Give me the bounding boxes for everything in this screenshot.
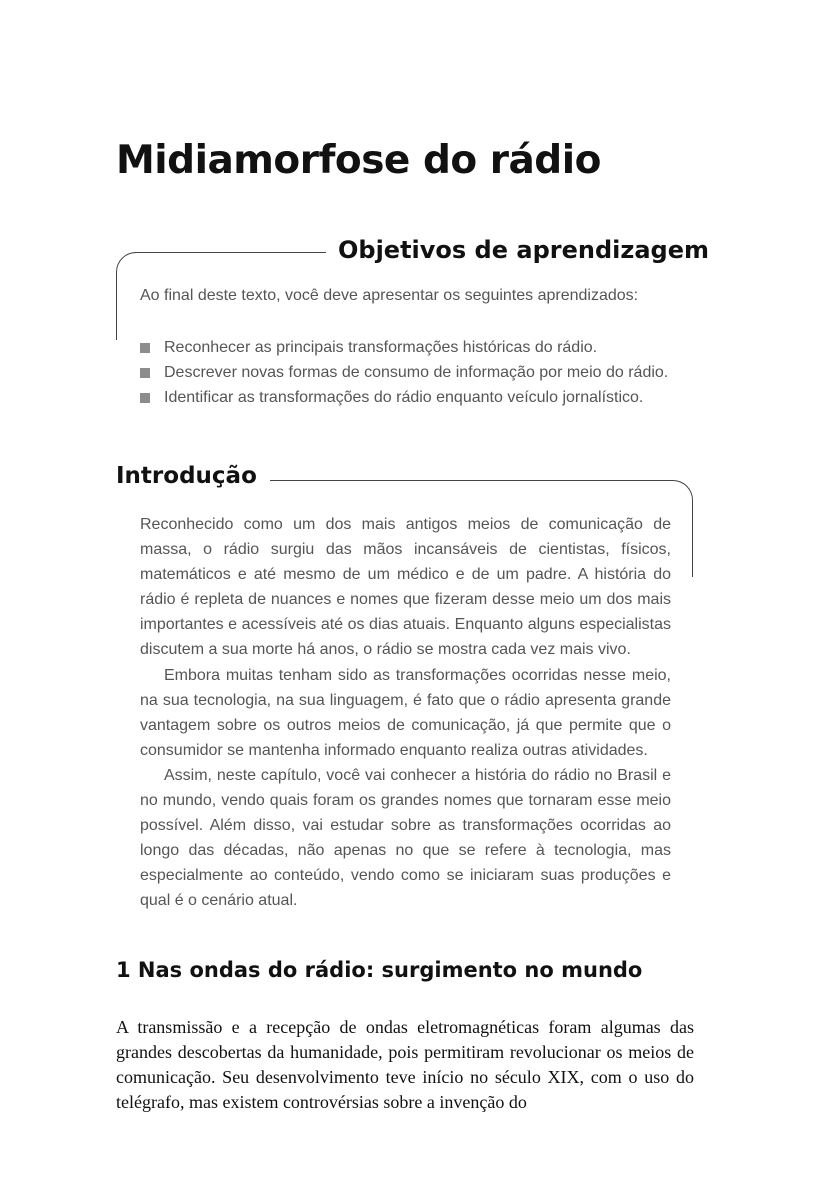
objective-item: [140, 335, 668, 360]
introduction-paragraph: Reconhecido como um dos mais antigos meios de comunicação de massa, o rádio surgiu das mãos incansáveis de cientistas, físicos, matemáticos e até mesmo de um médico e de um padre. A história do rádio é repleta de nuances e nomes que fizeram desse meio um dos mais importantes e acessíveis até os dias atuais. Enquanto alguns especialistas discutem a sua morte há anos, o rádio se mostra cada vez mais vivo.: [140, 516, 671, 659]
introduction-frame-top: [270, 480, 670, 481]
objectives-heading: Objetivos de aprendizagem: [338, 236, 709, 264]
section-body-paragraph: A transmissão e a recepção de ondas eletromagnéticas foram algumas das grandes descobertas da humanidade, pois permitiram revolucionar os meios de comunicação. Seu desenvolvimento teve início no século XIX, com o uso do telégrafo, mas existem controvérsias sobre a invenção do: [116, 1017, 694, 1112]
introduction-frame-corner: [668, 480, 693, 503]
objectives-frame-left: [116, 272, 117, 340]
introduction-heading: Introdução: [116, 463, 257, 489]
square-bullet-icon: [140, 343, 150, 353]
objectives-intro: Ao final deste texto, você deve apresentar os seguintes aprendizados:: [140, 287, 639, 304]
introduction-frame-right: [692, 500, 693, 577]
page-title: Midiamorfose do rádio: [116, 138, 601, 183]
objective-item: [140, 360, 668, 385]
objective-text: Descrever novas formas de consumo de informação por meio do rádio.: [164, 364, 669, 381]
introduction-body: [140, 512, 671, 914]
objectives-frame-corner: [116, 252, 139, 275]
square-bullet-icon: [140, 393, 150, 403]
objective-text: Identificar as transformações do rádio enquanto veículo jornalístico.: [164, 389, 644, 406]
section-heading: 1 Nas ondas do rádio: surgimento no mundo: [116, 958, 643, 982]
objective-text: Reconhecer as principais transformações históricas do rádio.: [164, 339, 598, 356]
objective-item: [140, 385, 668, 410]
square-bullet-icon: [140, 368, 150, 378]
introduction-paragraph: Embora muitas tenham sido as transformações ocorridas nesse meio, na sua tecnologia, na sua linguagem, é fato que o rádio apresenta grande vantagem sobre os outros meios de comunicação, já que permite que o consumidor se mantenha informado enquanto realiza outras atividades.: [140, 666, 671, 759]
introduction-paragraph: Assim, neste capítulo, você vai conhecer a história do rádio no Brasil e no mundo, vendo quais foram os grandes nomes que tornaram esse meio possível. Além disso, vai estudar sobre as transformações ocorridas ao longo das décadas, não apenas no que se refere à tecnologia, mas especialmente ao conteúdo, vendo como se iniciaram suas produções e qual é o cenário atual.: [140, 766, 671, 910]
objectives-frame-top: [134, 252, 326, 253]
objectives-list: [140, 335, 668, 410]
